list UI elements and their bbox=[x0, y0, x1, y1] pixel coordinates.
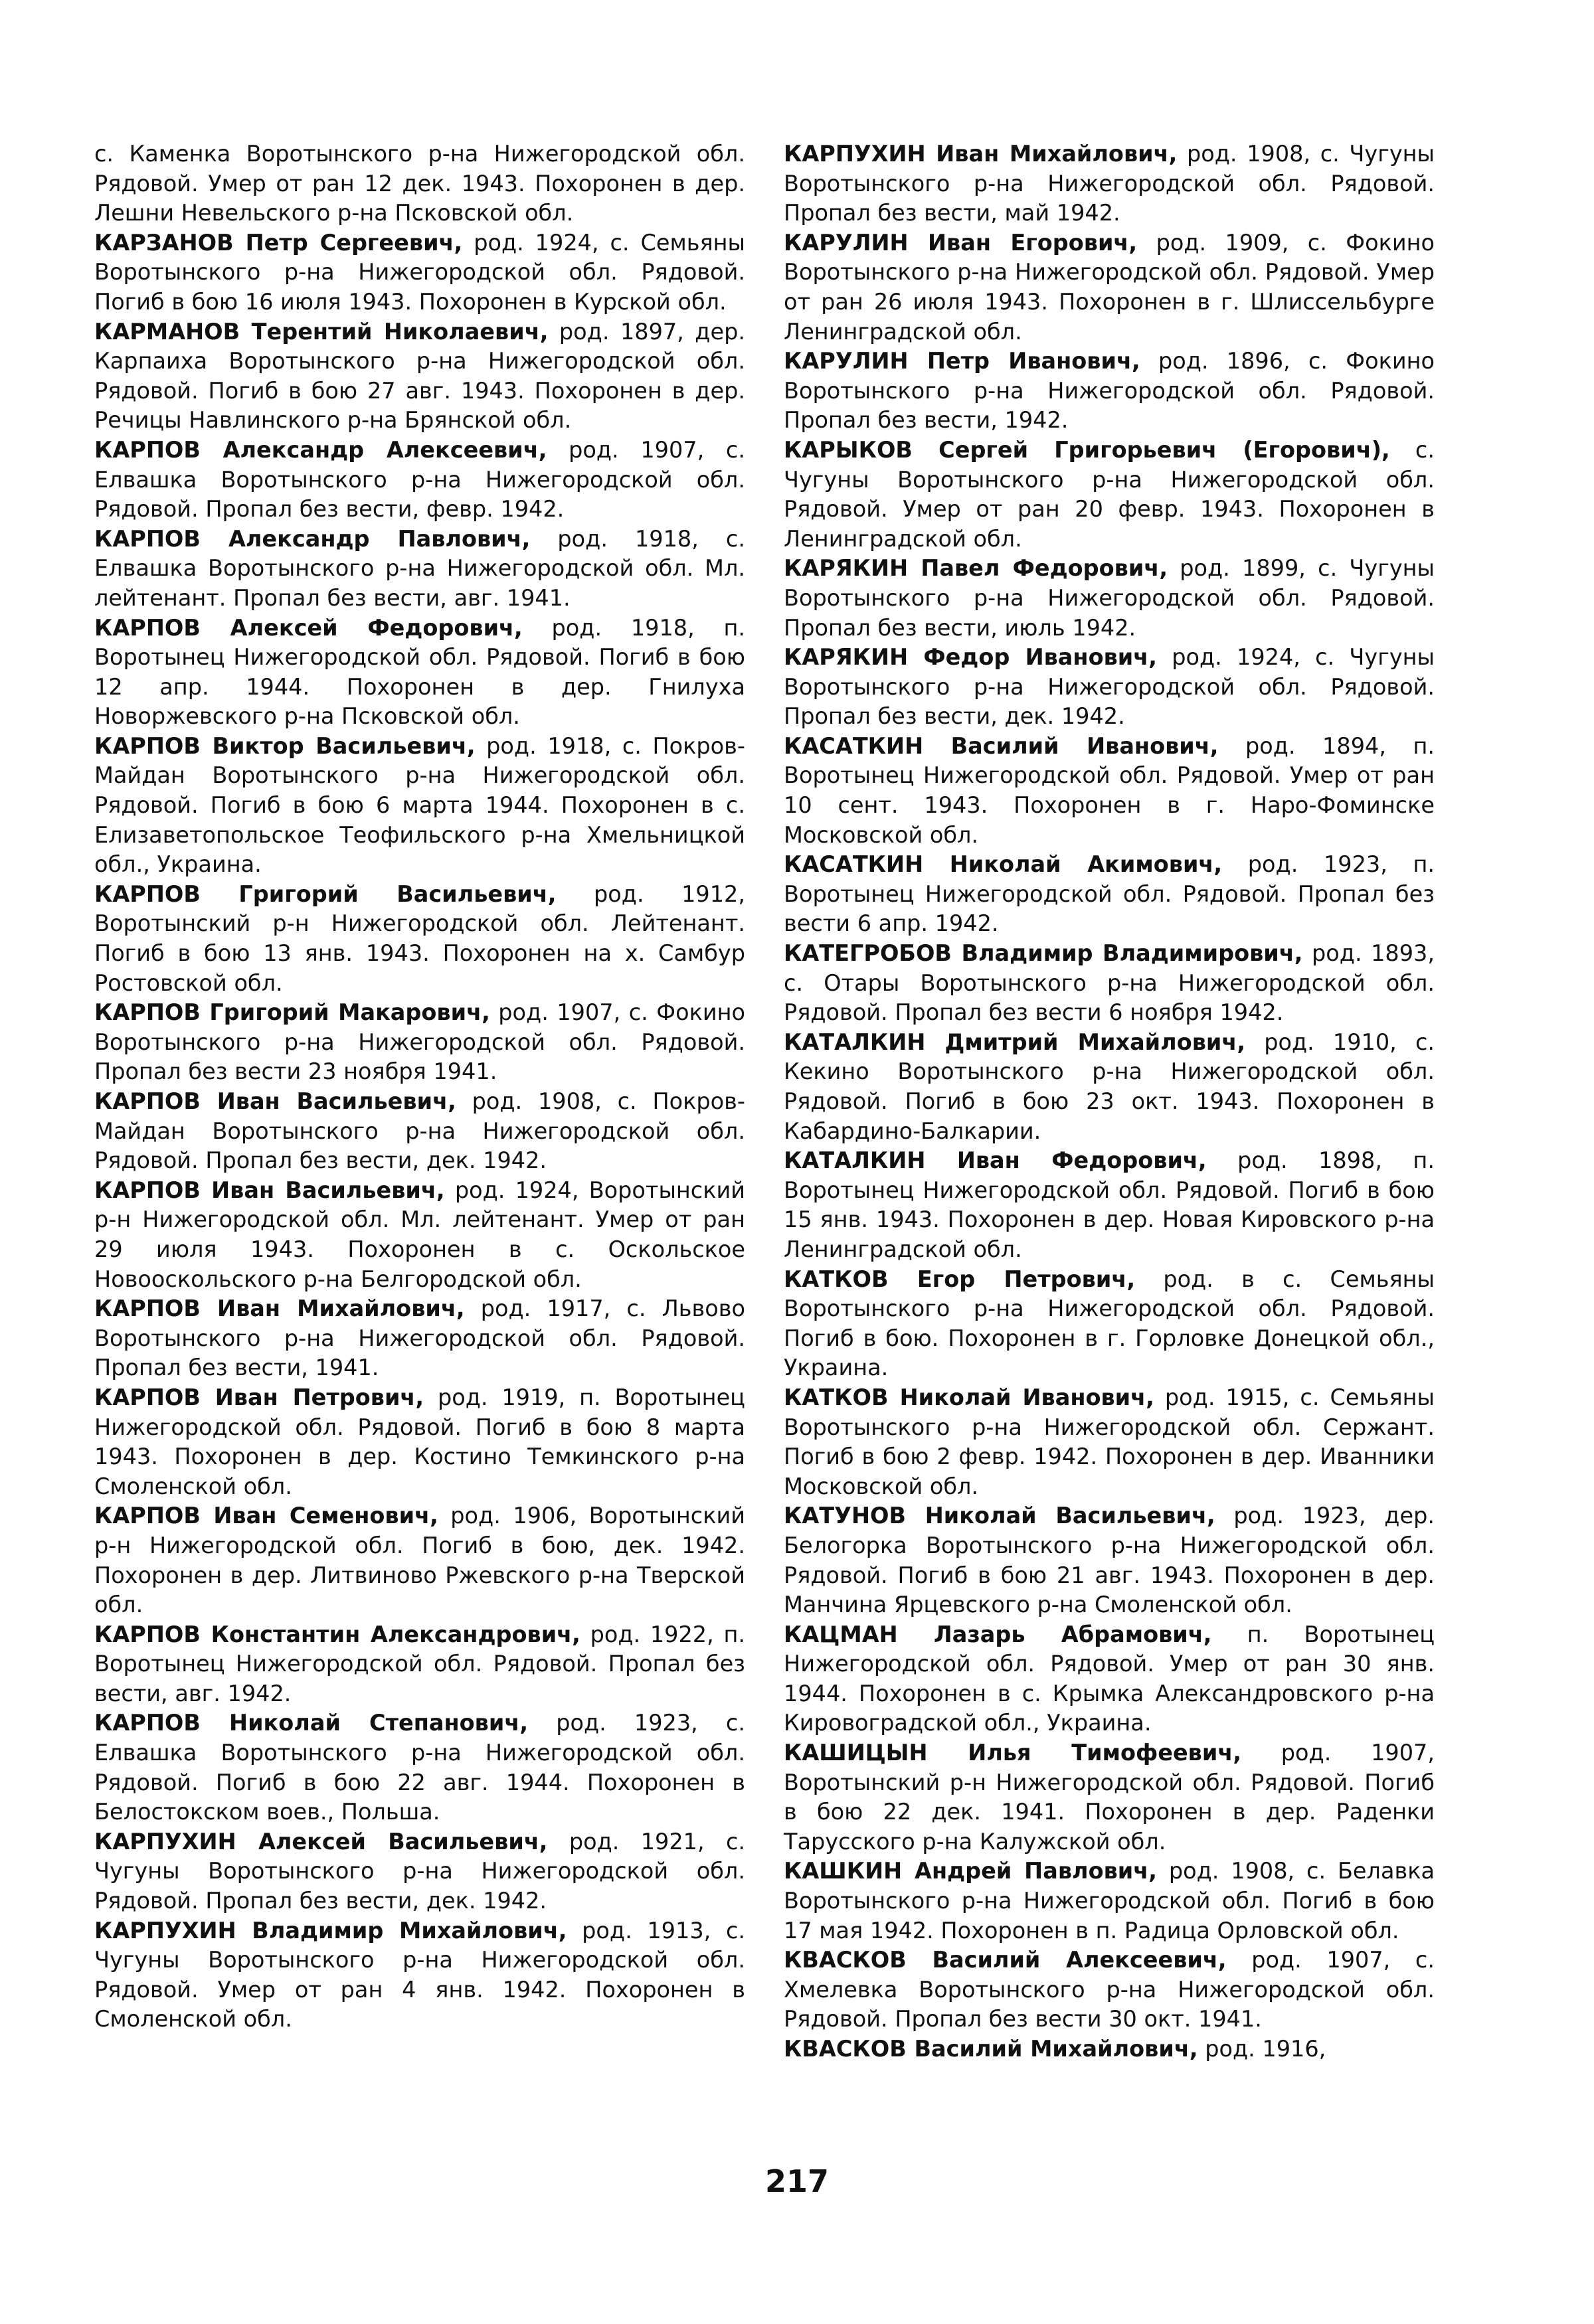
person-name: КАРПОВ Иван Васильевич, bbox=[94, 1088, 456, 1114]
entry-details: род. 1924, с. Семьяны Воротынского р-на Нижегородской обл. Рядовой. Погиб в бою 16 июля 1943. Похоронен в Курской обл. bbox=[94, 229, 746, 315]
memorial-entry bbox=[94, 436, 745, 525]
memorial-entry bbox=[784, 1946, 1435, 2034]
memorial-entry bbox=[94, 1501, 745, 1619]
person-name: КАРПОВ Иван Васильевич, bbox=[94, 1177, 445, 1203]
memorial-entry bbox=[784, 732, 1435, 850]
person-name: КАРПОВ Иван Петрович, bbox=[94, 1384, 424, 1410]
person-name: КАРУЛИН Иван Егорович, bbox=[784, 229, 1138, 256]
memorial-entry bbox=[784, 1383, 1435, 1501]
memorial-entry bbox=[784, 228, 1435, 347]
memorial-entry bbox=[784, 939, 1435, 1028]
entry-details: род. 1917, с. Львово Воротынского р-на Нижегородской обл. Рядовой. Пропал без вести, 1941. bbox=[94, 1295, 746, 1381]
memorial-entry bbox=[94, 732, 745, 880]
entry-details: род. 1907, с. Фокино Воротынского р-на Нижегородской обл. Рядовой. Пропал без вести 23 ноября 1941. bbox=[94, 999, 745, 1085]
entry-details: род. 1923, с. Елвашка Воротынского р-на Нижегородской обл. Рядовой. Погиб в бою 22 авг. 1944. Похоронен в Белостокском воев., Польша. bbox=[94, 1710, 745, 1825]
person-name: КАРПОВ Александр Павлович, bbox=[94, 525, 531, 552]
person-name: КАРПОВ Алексей Федорович, bbox=[94, 614, 523, 641]
entry-details: род. 1924, с. Чугуны Воротынского р-на Нижегородской обл. Рядовой. Пропал без вести, дек. 1942. bbox=[784, 644, 1435, 730]
memorial-entry bbox=[94, 1087, 745, 1176]
memorial-entry bbox=[784, 2034, 1435, 2064]
entry-details: род. 1907, Воротынский р-н Нижегородской обл. Рядовой. Погиб в бою 22 дек. 1941. Похоронен в дер. Раденки Тарусского р-на Калужской обл. bbox=[784, 1740, 1435, 1855]
person-name: КАРПОВ Иван Михайлович, bbox=[94, 1295, 465, 1322]
memorial-entry bbox=[784, 643, 1435, 732]
entry-details: род. 1893, с. Отары Воротынского р-на Нижегородской обл. Рядовой. Пропал без вести 6 ноября 1942. bbox=[784, 940, 1435, 1026]
entry-details: род. 1921, с. Чугуны Воротынского р-на Нижегородской обл. Рядовой. Пропал без вести, дек. 1942. bbox=[94, 1828, 746, 1914]
person-name: КАРПОВ Александр Алексеевич, bbox=[94, 436, 547, 463]
person-name: КАТУНОВ Николай Васильевич, bbox=[784, 1503, 1215, 1529]
person-name: КАРПОВ Виктор Васильевич, bbox=[94, 732, 476, 759]
memorial-entry bbox=[784, 347, 1435, 436]
person-name: КАРУЛИН Петр Иванович, bbox=[784, 348, 1140, 374]
left-column bbox=[94, 139, 745, 2034]
entry-details: род. 1907, с. Елвашка Воротынского р-на Нижегородской обл. Рядовой. Пропал без вести, февр. 1942. bbox=[94, 436, 745, 523]
memorial-entry bbox=[784, 436, 1435, 554]
entry-details: род. 1913, с. Чугуны Воротынского р-на Нижегородской обл. Рядовой. Умер от ран 4 янв. 1942. Похоронен в Смоленской обл. bbox=[94, 1917, 746, 2033]
person-name: КАРЯКИН Павел Федорович, bbox=[784, 555, 1168, 582]
entry-details: род. 1907, с. Хмелевка Воротынского р-на Нижегородской обл. Рядовой. Пропал без вести 30 окт. 1941. bbox=[784, 1947, 1435, 2033]
memorial-entry bbox=[784, 1738, 1435, 1857]
memorial-entry bbox=[94, 1916, 745, 2034]
entry-details: род. 1916, bbox=[1205, 2036, 1326, 2062]
person-name: КАШКИН Андрей Павлович, bbox=[784, 1858, 1157, 1884]
memorial-entry bbox=[784, 1146, 1435, 1264]
memorial-entry bbox=[784, 1620, 1435, 1738]
person-name: КВАСКОВ Василий Алексеевич, bbox=[784, 1947, 1227, 1973]
entry-details: род. 1909, с. Фокино Воротынского р-на Нижегородской обл. Рядовой. Умер от ран 26 июля 1943. Похоронен в г. Шлиссельбурге Ленинградской обл. bbox=[784, 229, 1435, 345]
entry-details: род. 1915, с. Семьяны Воротынского р-на Нижегородской обл. Сержант. Погиб в бою 2 февр. 1942. Похоронен в дер. Иванники Московской обл. bbox=[784, 1384, 1435, 1499]
entry-details: род. 1910, с. Кекино Воротынского р-на Нижегородской обл. Рядовой. Погиб в бою 23 окт. 1943. Похоронен в Кабардино-Балкарии. bbox=[784, 1029, 1435, 1144]
entry-details: род. 1912, Воротынский р-н Нижегородской обл. Лейтенант. Погиб в бою 13 янв. 1943. Похоронен на х. Самбур Ростовской обл. bbox=[94, 880, 745, 996]
person-name: КАТКОВ Николай Иванович, bbox=[784, 1384, 1154, 1410]
entry-details: род. 1908, с. Чугуны Воротынского р-на Нижегородской обл. Рядовой. Пропал без вести, май 1942. bbox=[784, 141, 1435, 226]
entry-details: род. 1898, п. Воротынец Нижегородской обл. Рядовой. Погиб в бою 15 янв. 1943. Похоронен в дер. Новая Кировского р-на Ленинградской обл. bbox=[784, 1147, 1435, 1262]
memorial-entry bbox=[94, 317, 745, 436]
person-name: КАРЗАНОВ Петр Сергеевич, bbox=[94, 229, 463, 256]
memorial-entry bbox=[94, 139, 745, 228]
person-name: КАТКОВ Егор Петрович, bbox=[784, 1266, 1136, 1292]
entry-details: род. 1919, п. Воротынец Нижегородской обл. Рядовой. Погиб в бою 8 марта 1943. Похоронен в дер. Костино Темкинского р-на Смоленской обл. bbox=[94, 1384, 745, 1499]
entry-details: род. 1906, Воротынский р-н Нижегородской обл. Погиб в бою, дек. 1942. Похоронен в дер. Литвиново Ржевского р-на Тверской обл. bbox=[94, 1503, 745, 1618]
person-name: КАРПОВ Григорий Макарович, bbox=[94, 999, 490, 1026]
entry-details: род. 1908, с. Покров-Майдан Воротынского р-на Нижегородской обл. Рядовой. Пропал без вести, дек. 1942. bbox=[94, 1088, 745, 1174]
memorial-entry bbox=[784, 1265, 1435, 1383]
page-number: 217 bbox=[764, 2163, 830, 2199]
person-name: КАШИЦЫН Илья Тимофеевич, bbox=[784, 1740, 1242, 1766]
memorial-entry bbox=[784, 1028, 1435, 1146]
memorial-entry bbox=[94, 1383, 745, 1501]
person-name: КАРМАНОВ Терентий Николаевич, bbox=[94, 318, 549, 345]
entry-details: род. в с. Семьяны Воротынского р-на Нижегородской обл. Рядовой. Погиб в бою. Похоронен в г. Горловке Донецкой обл., Украина. bbox=[784, 1266, 1435, 1381]
right-column bbox=[784, 139, 1435, 2064]
person-name: КАТАЛКИН Иван Федорович, bbox=[784, 1147, 1207, 1174]
entry-details: п. Воротынец Нижегородской обл. Рядовой. Умер от ран 30 янв. 1944. Похоронен в с. Крымка Александровского р-на Кировоградской обл., Украина. bbox=[784, 1621, 1435, 1736]
entry-details: род. 1923, дер. Белогорка Воротынского р-на Нижегородской обл. Рядовой. Погиб в бою 21 авг. 1943. Похоронен в дер. Манчина Ярцевского р-на Смоленской обл. bbox=[784, 1503, 1435, 1618]
memorial-entry bbox=[784, 1857, 1435, 1946]
memorial-entry bbox=[784, 1501, 1435, 1619]
person-name: КАТАЛКИН Дмитрий Михайлович, bbox=[784, 1029, 1246, 1055]
entry-details: с. Чугуны Воротынского р-на Нижегородской обл. Рядовой. Умер от ран 20 февр. 1943. Похоронен в Ленинградской обл. bbox=[784, 436, 1435, 552]
person-name: КАРЫКОВ Сергей Григорьевич (Егорович), bbox=[784, 436, 1390, 463]
person-name: КАРЯКИН Федор Иванович, bbox=[784, 644, 1157, 671]
memorial-entry bbox=[94, 1176, 745, 1294]
memorial-entry bbox=[94, 1827, 745, 1916]
person-name: КАРПОВ Григорий Васильевич, bbox=[94, 880, 557, 907]
entry-details: род. 1908, с. Белавка Воротынского р-на Нижегородской обл. Погиб в бою 17 мая 1942. Похоронен в п. Радица Орловской обл. bbox=[784, 1858, 1435, 1944]
memorial-entry bbox=[94, 1620, 745, 1709]
memorial-entry bbox=[784, 554, 1435, 643]
entry-details: род. 1918, с. Покров-Майдан Воротынского р-на Нижегородской обл. Рядовой. Погиб в бою 6 марта 1944. Похоронен в с. Елизаветопольское Теофильского р-на Хмельницкой обл., Украина. bbox=[94, 732, 745, 878]
person-name: КАЦМАН Лазарь Абрамович, bbox=[784, 1621, 1212, 1647]
entry-details: род. 1897, дер. Карпаиха Воротынского р-на Нижегородской обл. Рядовой. Погиб в бою 27 авг. 1943. Похоронен в дер. Речицы Навлинского р-на Брянской обл. bbox=[94, 318, 745, 434]
memorial-entry bbox=[94, 228, 745, 317]
memorial-entry bbox=[94, 525, 745, 614]
person-name: КАРПУХИН Иван Михайлович, bbox=[784, 141, 1178, 167]
person-name: КАСАТКИН Василий Иванович, bbox=[784, 732, 1219, 759]
entry-details: род. 1894, п. Воротынец Нижегородской обл. Рядовой. Умер от ран 10 сент. 1943. Похоронен в г. Наро-Фоминске Московской обл. bbox=[784, 732, 1435, 848]
memorial-entry bbox=[94, 880, 745, 998]
entry-details: род. 1923, п. Воротынец Нижегородской обл. Рядовой. Пропал без вести 6 апр. 1942. bbox=[784, 851, 1435, 937]
entry-details: род. 1896, с. Фокино Воротынского р-на Нижегородской обл. Рядовой. Пропал без вести, 1942. bbox=[784, 348, 1435, 434]
entry-details: род. 1918, п. Воротынец Нижегородской обл. Рядовой. Погиб в бою 12 апр. 1944. Похоронен в дер. Гнилуха Новоржевского р-на Псковской обл. bbox=[94, 614, 745, 730]
memorial-entry bbox=[94, 1294, 745, 1383]
person-name: КАРПОВ Константин Александрович, bbox=[94, 1621, 580, 1647]
memorial-entry bbox=[94, 1708, 745, 1827]
person-name: КАРПОВ Иван Семенович, bbox=[94, 1503, 438, 1529]
entry-details: род. 1918, с. Елвашка Воротынского р-на Нижегородской обл. Мл. лейтенант. Пропал без вести, авг. 1941. bbox=[94, 525, 745, 611]
person-name: КАТЕГРОБОВ Владимир Владимирович, bbox=[784, 940, 1303, 967]
person-name: КВАСКОВ Василий Михайлович, bbox=[784, 2036, 1198, 2062]
memorial-entry bbox=[94, 998, 745, 1087]
person-name: КАСАТКИН Николай Акимович, bbox=[784, 851, 1223, 878]
entry-details: род. 1924, Воротынский р-н Нижегородской обл. Мл. лейтенант. Умер от ран 29 июля 1943. Похоронен в с. Оскольское Новооскольского р-на Белгородской обл. bbox=[94, 1177, 745, 1292]
person-name: КАРПОВ Николай Степанович, bbox=[94, 1710, 529, 1736]
entry-details: с. Каменка Воротынского р-на Нижегородской обл. Рядовой. Умер от ран 12 дек. 1943. Похоронен в дер. Лешни Невельского р-на Псковской обл. bbox=[94, 141, 745, 226]
entry-details: род. 1899, с. Чугуны Воротынского р-на Нижегородской обл. Рядовой. Пропал без вести, июль 1942. bbox=[784, 555, 1435, 641]
memorial-entry bbox=[94, 614, 745, 732]
memorial-entry bbox=[784, 139, 1435, 228]
entry-details: род. 1922, п. Воротынец Нижегородской обл. Рядовой. Пропал без вести, авг. 1942. bbox=[94, 1621, 745, 1706]
person-name: КАРПУХИН Владимир Михайлович, bbox=[94, 1917, 567, 1944]
memorial-entry bbox=[784, 850, 1435, 939]
person-name: КАРПУХИН Алексей Васильевич, bbox=[94, 1828, 548, 1855]
